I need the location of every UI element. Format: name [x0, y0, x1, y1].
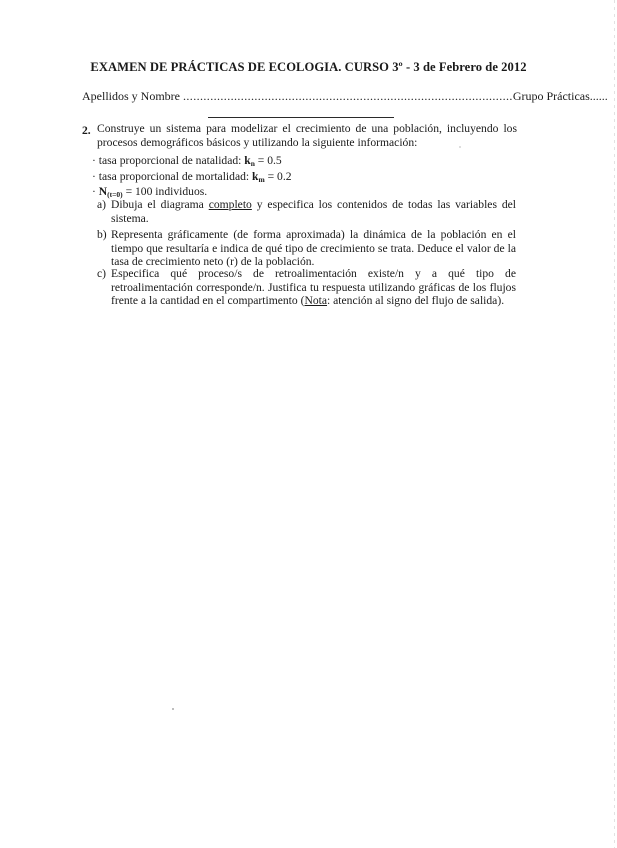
- part-a-text: [111, 198, 516, 225]
- symbol: N: [98, 185, 108, 198]
- name-fill-dots: .................................................................................................: [183, 89, 513, 103]
- scan-edge-artifact: [614, 0, 615, 848]
- data-item-birth-rate: [92, 154, 282, 168]
- scan-speck: [459, 146, 461, 148]
- student-name-line: [82, 89, 608, 104]
- part-a-emphasis: completo: [208, 198, 252, 211]
- data-item-value: = 100 individuos.: [122, 185, 208, 198]
- data-item-death-rate: [92, 170, 292, 184]
- data-item-text: tasa proporcional de mortalidad:: [98, 170, 253, 183]
- data-item-value: = 0.5: [254, 154, 282, 167]
- part-c-pre: Especifica qué proceso/s de retroalimentación existe/n y a qué tipo de retroalimentación corresponde/n. Justifica tu respuesta utilizando gráficas de los flujos frente a la cantidad en el compartimento (: [111, 267, 516, 308]
- data-item-value: = 0.2: [264, 170, 292, 183]
- group-label: Grupo Prácticas: [512, 89, 590, 103]
- data-item-text: tasa proporcional de natalidad:: [98, 154, 245, 167]
- part-a-post: y especifica los contenidos de todas las variables del sistema.: [111, 198, 516, 225]
- data-item-initial-population: [92, 185, 207, 199]
- name-label: Apellidos y Nombre: [82, 89, 180, 103]
- part-c-post: : atención al signo del flujo de salida).: [327, 294, 505, 308]
- group-fill-dots: ......: [589, 89, 608, 103]
- bullet-marker: ·: [92, 170, 99, 183]
- question-intro: Construye un sistema para modelizar el crecimiento de una población, incluyendo los procesos demográficos básicos y utilizando la siguiente información:: [97, 122, 517, 149]
- part-b-text: Representa gráficamente (de forma aproximada) la dinámica de la población en el tiempo que resultaría e indica de qué tipo de crecimiento se trata. Deduce el valor de la tasa de crecimiento neto (r) de la población.: [111, 228, 516, 269]
- part-c-text: [111, 267, 516, 308]
- symbol: k: [252, 170, 259, 183]
- bullet-marker: ·: [92, 185, 99, 198]
- symbol: k: [244, 154, 251, 167]
- symbol-subscript: m: [258, 175, 265, 184]
- part-a-pre: Dibuja el diagrama: [111, 198, 209, 211]
- scan-speck: [172, 708, 174, 710]
- part-a-label: a): [97, 198, 107, 211]
- question-number: 2.: [82, 124, 91, 137]
- part-c-note-label: Nota: [304, 294, 328, 308]
- exam-title: EXAMEN DE PRÁCTICAS DE ECOLOGIA. CURSO 3º - 3 de Febrero de 2012: [90, 60, 527, 74]
- symbol-subscript: n: [250, 159, 255, 168]
- part-b-label: b): [97, 228, 107, 241]
- part-c-label: c): [97, 267, 107, 280]
- header-divider: [208, 117, 394, 118]
- symbol-subscript: (t=0): [107, 190, 123, 199]
- bullet-marker: ·: [92, 154, 99, 167]
